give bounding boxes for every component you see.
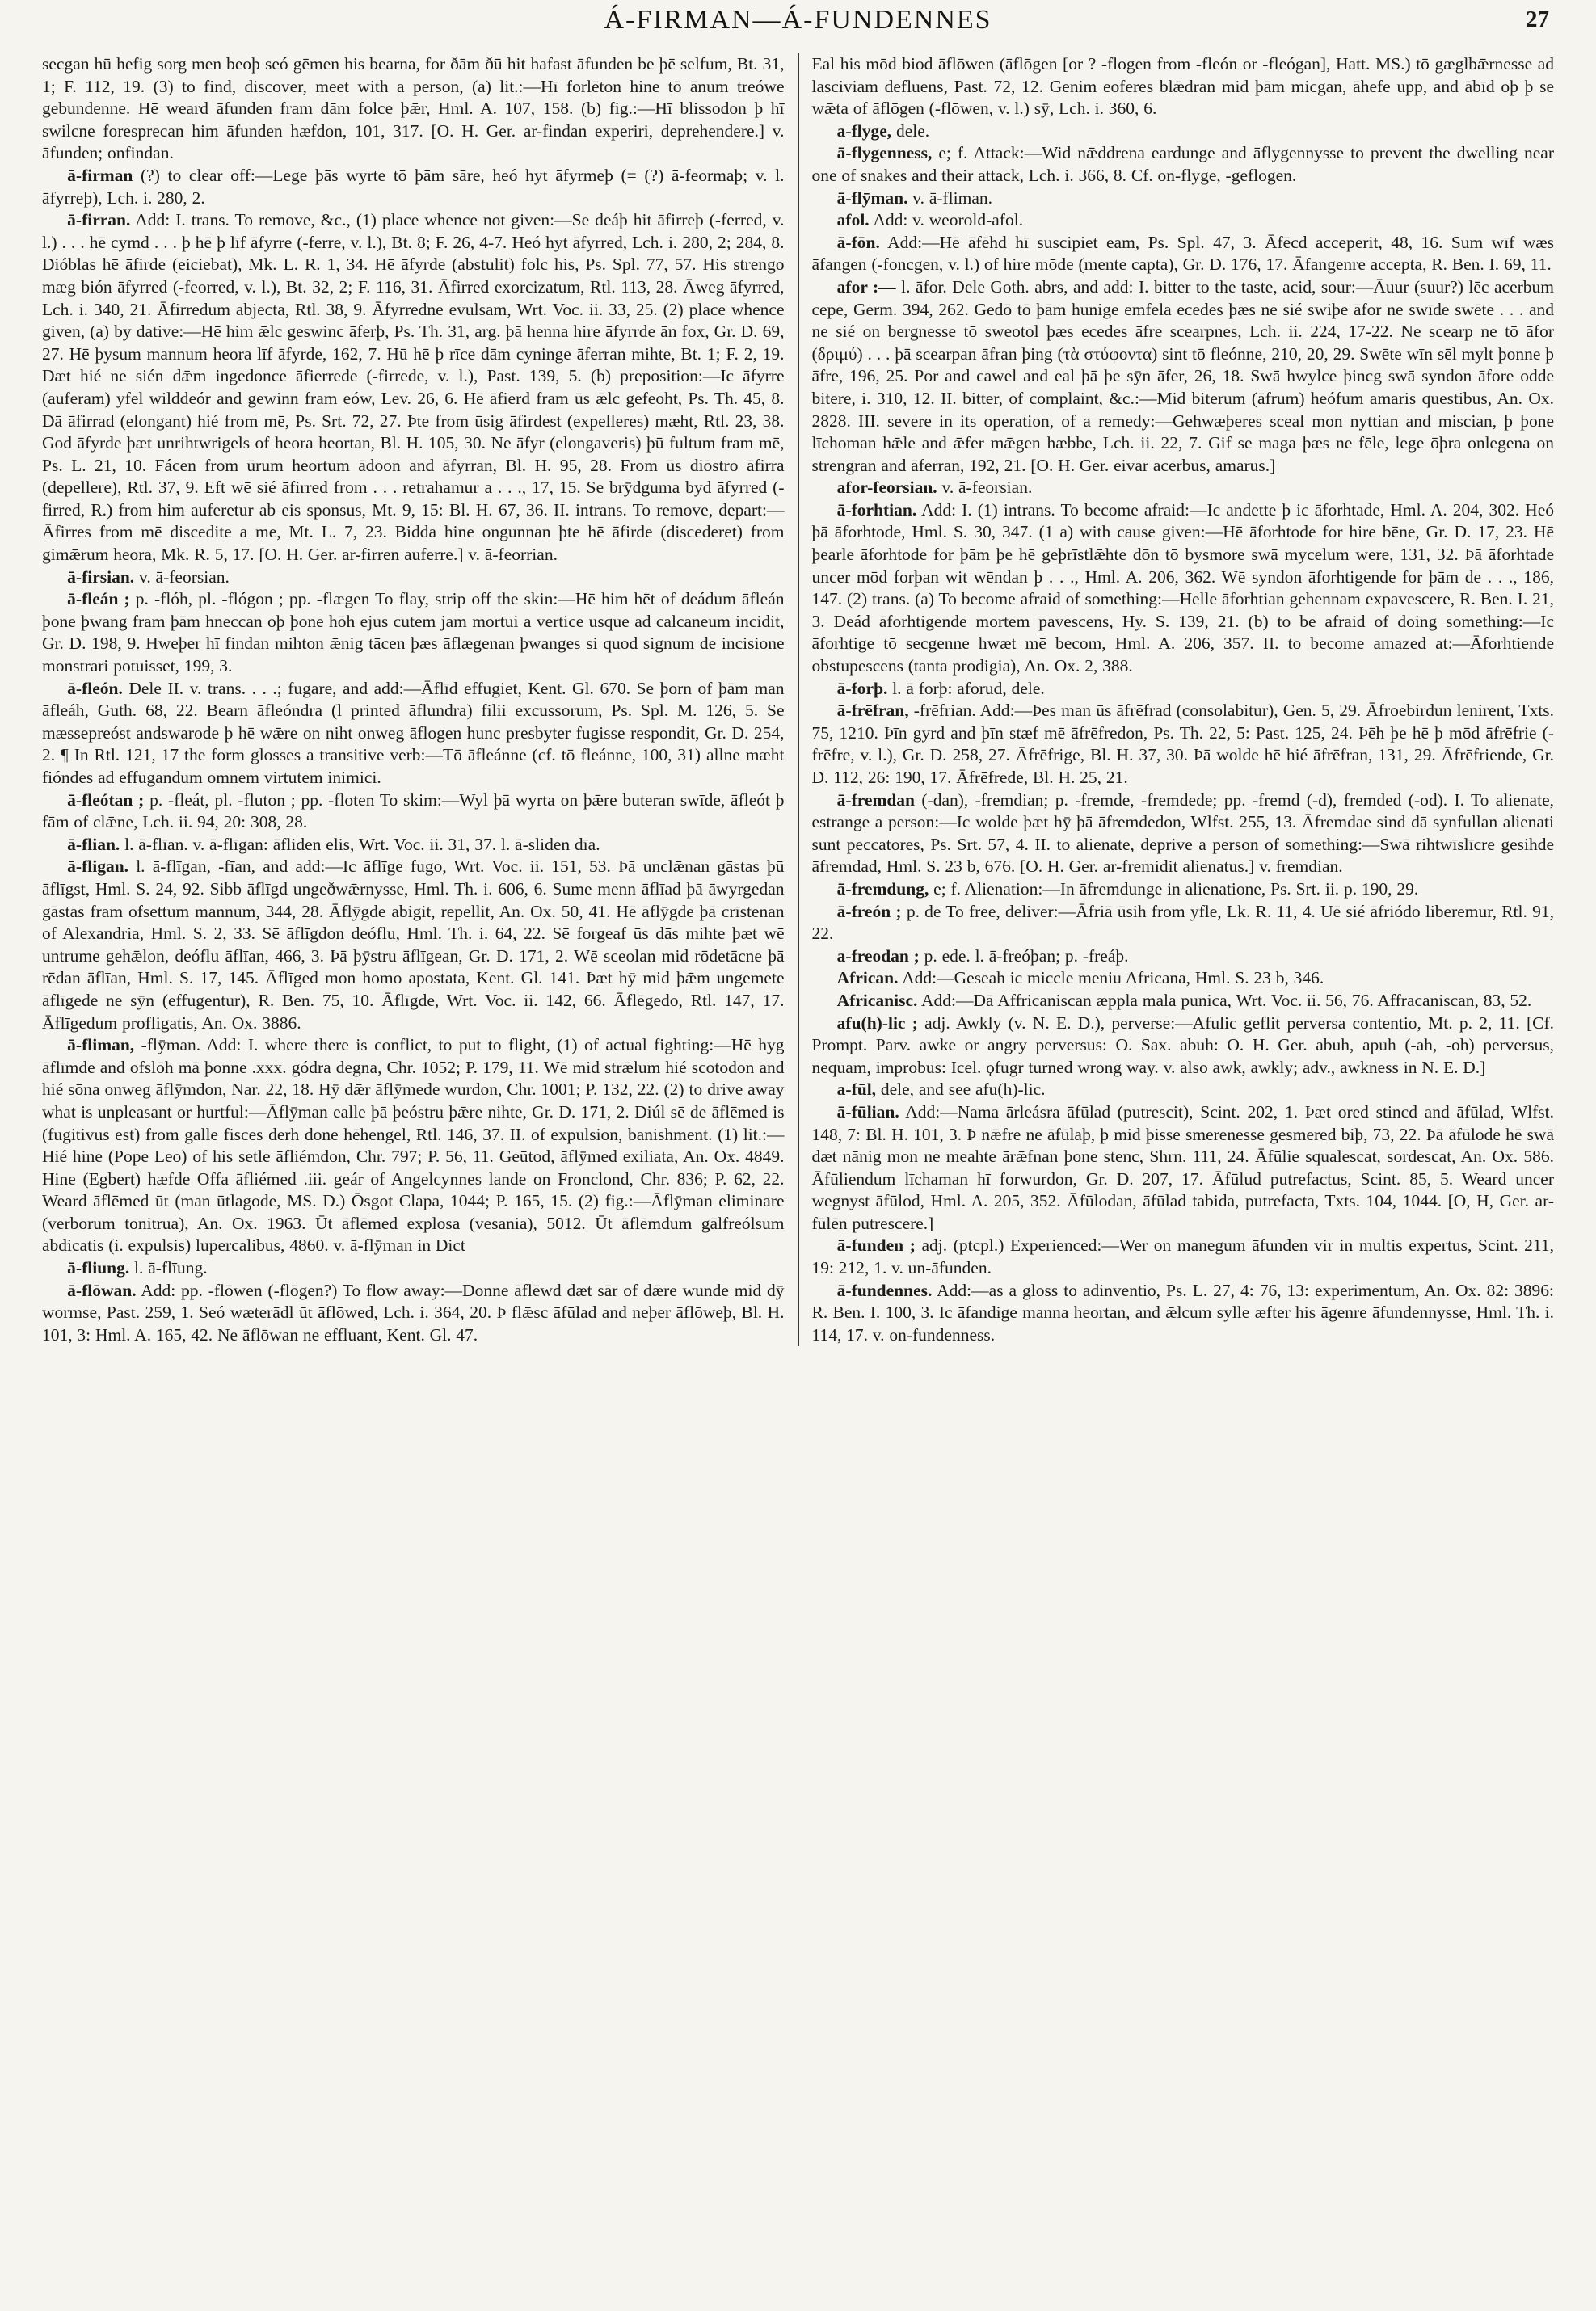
dictionary-entry xyxy=(812,187,1555,210)
entry-text: Add:—Dā Affricaniscan æppla mala punica, Wrt. Voc. ii. 56, 76. Affracaniscan, 83, 52. xyxy=(921,990,1532,1010)
entry-headword: ā-firran. xyxy=(67,210,131,230)
column-right xyxy=(799,53,1555,1346)
entry-text: Add:—as a gloss to adinventio, Ps. L. 27, 4: 76, 13: experimentum, An. Ox. 82: 3896: R. Ben. I. 100, 3. Ic āfandige manna heortan, and ǣlcum sylle æfter his āgenre āfundennysse, Hml. Th. i. 114, 17. v. on-fundenness. xyxy=(811,1280,1554,1345)
entry-headword: ā-forþ. xyxy=(836,678,888,698)
entry-text: (?) to clear off:—Lege þās wyrte tō þām sāre, heó hyt āfyrmeþ (= (?) ā-feormaþ; v. l. āfyrreþ), Lch. i. 280, 2. xyxy=(42,165,785,208)
page-header xyxy=(0,0,1596,50)
dictionary-entry xyxy=(812,700,1555,789)
dictionary-entry xyxy=(812,1235,1555,1279)
entry-headword: ā-flygenness, xyxy=(836,143,933,163)
dictionary-entry xyxy=(42,1280,785,1347)
entry-headword: ā-fleótan ; xyxy=(67,789,145,810)
entry-headword: ā-flȳman. xyxy=(836,187,908,208)
entry-headword: Africanisc. xyxy=(836,990,918,1010)
entry-headword: ā-fundennes. xyxy=(836,1280,933,1300)
entry-text: adj. (ptcpl.) Experienced:—Wer on manegum āfunden vir in multis expertus, Scint. 211, 19: 212, 1. v. un-āfunden. xyxy=(811,1235,1554,1278)
dictionary-entry xyxy=(42,834,785,857)
dictionary-entry xyxy=(42,588,785,677)
dictionary-entry xyxy=(812,945,1555,968)
entry-headword: afu(h)-lic ; xyxy=(836,1012,918,1033)
entry-headword: ā-firman xyxy=(67,165,133,185)
dictionary-entry xyxy=(42,1257,785,1280)
entry-text: dele, and see afu(h)-lic. xyxy=(880,1080,1046,1100)
dictionary-entry xyxy=(812,1280,1555,1347)
dictionary-entry xyxy=(42,678,785,789)
entry-text: Add:—Nama ārleásra āfūlad (putrescit), Scint. 202, 1. Þæt ored stincd and āfūlad, Wlfst. 148, 7: Bl. H. 101, 3. Þ nǣfre ne āfūlaþ, þ mid þisse smerenesse gesmered biþ, 73, 22. Þā āfūlode hē swā dæt nānig mon ne meahte ārǣfnan þone stenc, Shrn. 111, 24. Āfūlie squalescat, sordescat, An. Ox. 586. Āfūliendum līchaman hī forwurdon, Gr. D. 207, 17. Āfūlud putrefactus, Scint. 85, 5. Weard uncer wegnyst āfūlod, Hml. A. 205, 352. Āfūlodan, āfūlad tabida, putrefacta, Txts. 104, 1044. [O, H, Ger. ar-fūlēn putrescere.] xyxy=(811,1101,1554,1233)
dictionary-entry xyxy=(42,53,785,165)
entry-headword: ā-fligan. xyxy=(67,857,129,877)
dictionary-entry xyxy=(812,120,1555,143)
page-number: 27 xyxy=(1526,6,1549,32)
entry-text: l. ā forþ: aforud, dele. xyxy=(892,678,1045,698)
entry-text: p. ede. l. ā-freóþan; p. -freáþ. xyxy=(924,945,1129,966)
dictionary-entry xyxy=(812,1101,1555,1235)
entry-text: v. ā-feorsian. xyxy=(139,566,230,587)
entry-headword: ā-flōwan. xyxy=(67,1280,137,1300)
entry-text: p. de To free, deliver:—Āfriā ūsih from yfle, Lk. R. 11, 4. Uē sié āfriódo liberemur, Rtl. 91, 22. xyxy=(811,901,1554,944)
entry-text: Add: pp. -flōwen (-flōgen?) To flow away:—Donne āflēwd dæt sār of dǣre wunde mid dȳ wormse, Past. 259, 1. Seó wæterādl ūt āflōwed, Lch. i. 364, 20. Þ flǣsc āfūlad and neþer āflōweþ, Bl. H. 101, 3: Hml. A. 165, 42. Ne āflōwan ne effluant, Kent. Gl. 47. xyxy=(42,1280,785,1345)
entry-text: Eal his mōd biod āflōwen (āflōgen [or ? -flogen from -fleón or -fleógan], Hatt. MS.) tō gæglbǣrnesse ad lasciviam defluens, Past. 72, 12. Genim eoferes blǣdran mid þām micgan, āhefe upp, and ābīd oþ þ se wǣta of āflōgen (-flōwen, v. l.) sȳ, Lch. i. 360, 6. xyxy=(811,54,1554,119)
entry-headword: ā-freón ; xyxy=(836,901,902,921)
entry-text: dele. xyxy=(895,120,930,141)
dictionary-entry xyxy=(812,142,1555,187)
entry-headword: afol. xyxy=(836,210,870,230)
page-title: Á-FIRMAN—Á-FUNDENNES xyxy=(604,5,992,35)
entry-headword: ā-fliman, xyxy=(67,1035,135,1055)
entry-text: e; f. Alienation:—In āfremdunge in alienatione, Ps. Srt. ii. p. 190, 29. xyxy=(933,878,1419,899)
dictionary-entry xyxy=(812,789,1555,878)
entry-text: Add: I. trans. To remove, &c., (1) place whence not given:—Se deáþ hit āfirreþ (-ferred, v. l.) . . . hē cymd . . . þ hē þ līf āfyrre (-ferre, v. l.), Bt. 8; F. 26, 4-7. Heó hyt āfyrred, Lch. i. 280, 2; 284, 8. Dióblas hē āfirde (eiciebat), Mk. L. R. 1, 34. Hē āfyrde (abstulit) folc his, Ps. Spl. 77, 57. His strengo mæg bión āfyrred (-feorred, v. l.), Bt. 32, 2; F. 116, 31. Āfirred exorcizatum, Rtl. 113, 28. Āweg āfyrred, Lch. i. 340, 21. Āfirredum abjecta, Rtl. 38, 9. Āfyrredne evulsam, Wrt. Voc. ii. 33, 25. (2) place whence given, (a) by dative:—Hē him ǣlc geswinc āferþ, Ps. Th. 31, arg. þā henna hire āfyrrde ān fox, Gr. D. 69, 27. Hē þysum mannum heora līf āfyrde, 162, 7. Hū hē þ rīce dām cyninge āferran mihte, Bt. 1; F. 2, 19. Dæt hié ne sién dǣm ingedonce āfierrede (-firrede, v. l.), Past. 139, 5. (b) preposition:—Ic āfyrre (auferam) yfel wilddeór and gewinn fram eów, Lev. 26, 6. Hē āfierd fram ūs ǣlc gefeoht, Ps. Th. 45, 8. Dā āfirrad (elongant) hié from mē, Ps. Srt. 72, 27. Þte from ūsig āfirdest (expelleres) mæht, Rtl. 23, 38. God āfyrde þæt unrihtwrigels of heora heortan, Bl. H. 105, 30. Ne āfyr (elongaveris) þū fultum fram mē, Ps. L. 21, 10. Fácen from ūrum heortum ādoon and āfyrran, Bl. H. 95, 28. From ūs diōstro āfirra (depellere), Rtl. 37, 9. Eft wē sié āfirred from . . . retrahamur a . . ., 17, 15. Se brȳdguma byd āfyrred (-firred, R.) from him auferetur ab eis sponsus, Mt. 9, 15: Bl. H. 67, 36. II. intrans. To remove, depart:—Āfirres from mē discedite a me, Mt. L. 7, 23. Bidda hine ongunnan þte hē āfirde (discederet) from gimǣrum heora, Mk. R. 5, 17. [O. H. Ger. ar-firren auferre.] v. ā-feorrian. xyxy=(42,210,785,565)
dictionary-entry xyxy=(812,1012,1555,1080)
entry-text: -frēfrian. Add:—Þes man ūs āfrēfrad (consolabitur), Gen. 5, 29. Āfroebirdun lenirent, Txts. 75, 1210. Þīn gyrd and þīn stæf mē āfrēfredon, Ps. Th. 22, 5: Past. 125, 24. Þēh þe hē þ mōd āfrēfrie (-frēfre, v. l.), Gr. D. 258, 27. Āfrēfrige, Bl. H. 37, 30. Þā wolde hē hié āfrēfran, 131, 29. Āfrēfriende, Gr. D. 112, 26: 190, 17. Āfrēfrede, Bl. H. 25, 21. xyxy=(811,701,1554,787)
entry-text: v. ā-feorsian. xyxy=(941,478,1033,498)
dictionary-entry xyxy=(812,901,1555,945)
entry-text: l. āfor. Dele Goth. abrs, and add: I. bitter to the taste, acid, sour:—Āuur (suur?) lēc acerbum cepe, Germ. 394, 262. Gedō tō þām hunige emfela ecedes þæs ne sié swiþe āfor ne swīde swēte . . . and ne sié on bergnesse tō sweotol þæs ecedes āfre scearpnes, Lch. ii. 224, 17-22. Ne scearp ne tō āfor (δριμύ) . . . þā scearpan āfran þing (τὰ στύφοντα) sint tō fleónne, 210, 20, 29. Swēte wīn sēl mylt þonne þ āfre, 196, 25. Por and cawel and eal þā þe sȳn āfer, 26, 18. Swā hwylce þincg swā syndon āfore odde bitere, i. 310, 12. II. bitter, of complaint, &c.:—Mid biterum (āfrum) heófum amaris questibus, An. Ox. 2828. III. severe in its operation, of a remedy:—Gehwæþeres sceal mon nyttian and miscian, þ þone līchoman hǣle and ǣfer mǣgen hæbbe, Lch. ii. 22, 7. Gif se maga þæs ne fēle, lege ōþra onlegena on strengran and āferran, 192, 21. [O. H. Ger. eivar acerbus, amarus.] xyxy=(811,276,1554,475)
entry-headword: a-fūl, xyxy=(836,1080,877,1100)
dictionary-entry xyxy=(812,276,1555,477)
entry-headword: a-flyge, xyxy=(836,120,892,141)
entry-headword: ā-fleán ; xyxy=(67,589,130,609)
entry-headword: ā-flian. xyxy=(67,834,120,854)
entry-text: e; f. Attack:—Wid nǣddrena eardunge and āflygennysse to prevent the dwelling near one of snakes and their attack, Lch. i. 366, 8. Cf. on-flyge, -geflogen. xyxy=(811,143,1554,185)
entry-text: Dele II. v. trans. . . .; fugare, and add:—Āflīd effugiet, Kent. Gl. 670. Se þorn of þām man āfleáh, Guth. 68, 22. Bearn āfleóndra (l printed āflundra) filii excussorum, Ps. Spl. M. 126, 5. Se mæssepreóst andswarode þ hē wǣre on niht onweg āflogen hunc presbyter fugisse respondit, Gr. D. 254, 2. ¶ In Rtl. 121, 17 the form glosses a transitive verb:—Tō āfleánne (cf. tō fleánne, 100, 31) allne mæht fióndes ad effugandum omnem virtutem inimici. xyxy=(42,678,785,787)
entry-text: p. -flóh, pl. -flógon ; pp. -flægen To flay, strip off the skin:—Hē him hēt of deádum āfleán þone þwang fram þām hneccan oþ þone hōh ejus cutem jam mortui a vertice usque ad calcaneum incidit, Gr. D. 198, 9. Hweþer hī findan mihton ǣnig tācen þæs āflægenan þwanges si quod signum de incisione monstrari potuisset, 199, 3. xyxy=(42,589,785,676)
dictionary-entry xyxy=(812,1079,1555,1101)
dictionary-entry xyxy=(812,232,1555,276)
entry-text: p. -fleát, pl. -fluton ; pp. -floten To skim:—Wyl þā wyrta on þǣre buteran swīde, āfleót þ fām of clǣne, Lch. ii. 94, 20: 308, 28. xyxy=(42,789,785,832)
entry-headword: ā-fūlian. xyxy=(836,1101,899,1122)
dictionary-entry xyxy=(42,856,785,1034)
dictionary-entry xyxy=(812,990,1555,1012)
entry-headword: ā-fleón. xyxy=(67,678,123,698)
entry-headword: afor-feorsian. xyxy=(836,478,937,498)
dictionary-body xyxy=(0,50,1596,1346)
dictionary-entry xyxy=(42,1034,785,1257)
dictionary-entry xyxy=(42,789,785,834)
entry-headword: a-freodan ; xyxy=(836,945,920,966)
column-left xyxy=(42,53,798,1346)
dictionary-entry xyxy=(812,967,1555,990)
dictionary-entry xyxy=(812,209,1555,232)
entry-text: v. ā-fliman. xyxy=(912,187,993,208)
entry-text: adj. Awkly (v. N. E. D.), perverse:—Afulic geflit perversa contentio, Mt. p. 2, 11. [Cf. Prompt. Parv. awke or angry perversus: O. Sax. abuh: O. H. Ger. abuh, apuh (-ah, -oh) perversus, nequam, improbus: Icel. ǫfugr turned wrong way. v. also awk, awkly; adv., awkness in N. E. D.] xyxy=(811,1012,1554,1077)
entry-headword: afor :— xyxy=(836,276,896,297)
dictionary-entry xyxy=(812,878,1555,901)
entry-text: l. ā-flīan. v. ā-flīgan: āfliden elis, Wrt. Voc. ii. 31, 37. l. ā-sliden dīa. xyxy=(124,834,600,854)
entry-headword: ā-forhtian. xyxy=(836,499,917,520)
entry-headword: ā-fōn. xyxy=(836,232,880,252)
dictionary-entry xyxy=(812,678,1555,701)
dictionary-entry xyxy=(812,53,1555,120)
entry-headword: ā-fremdan xyxy=(836,789,916,810)
entry-text: Add: I. (1) intrans. To become afraid:—Ic andette þ ic āforhtade, Hml. A. 204, 302. Heó þā āforhtode, Hml. S. 30, 347. (1 a) with cause given:—Hē āforhtode for hire bēne, Gr. D. 17, 23. Hē þearle āforhtode for þām þe hē geþrīstlǣhte dōn tō bysmore swā mycelum were, 131, 32. Þā āforhtade uncer mōd forþan wit wēndan þ . . ., Hml. A. 206, 362. Wē syndon āforhtigende for þām de . . ., 186, 147. (2) trans. (a) To become afraid of something:—Helle āforhtian gehennam expavescere, R. Ben. I. 21, 3. Deád āforhtigende mortem pavescens, Hy. S. 139, 21. (b) to be afraid of doing something:—Ic āforhtige tō secgenne hwæt mē becom, Hml. A. 206, 357. II. to become amazed at:—Āforhtiende obstupescens (tanta prodigia), An. Ox. 2, 388. xyxy=(811,499,1554,676)
entry-text: l. ā-flīgan, -fīan, and add:—Ic āflīge fugo, Wrt. Voc. ii. 151, 53. Þā unclǣnan gāstas þū āflīgst, Hml. S. 24, 92. Sibb āflīgd ungeðwǣrnysse, Hml. Th. i. 606, 6. Sume menn āflīad þā āwyrgedan gāstas fram ofsettum mannum, 344, 28. Āflȳgde abigit, repellit, An. Ox. 50, 41. Hē āflȳgde þā crīstenan of Alexandria, Hml. S. 2, 33. Sē āflīgdon deóflu, Hml. Th. i. 64, 22. Sē forgeaf ūs dās mihte þæt wē untrume gehǣlon, deóflu āflīan, 466, 3. Þā þȳstru āflīgean, Gr. D. 171, 2. Wē sceolan mid rōdetācne þā rēdan āflīan, Hml. S. 17, 145. Āflīged mon homo apostata, Kent. Gl. 141. Þæt hȳ mid þǣm ungemete āflīgede ne sȳn (effugentur), R. Ben. 75, 10. Āflīgde, Wrt. Voc. ii. 142, 66. Āflēgedo, Rtl. 147, 17. Āflīgedum profligatis, An. Ox. 3886. xyxy=(42,857,785,1033)
entry-headword: ā-fliung. xyxy=(67,1258,130,1278)
dictionary-entry xyxy=(812,477,1555,499)
dictionary-entry xyxy=(42,165,785,209)
entry-headword: ā-fremdung, xyxy=(836,878,929,899)
entry-text: Add: v. weorold-afol. xyxy=(873,210,1024,230)
entry-text: -flȳman. Add: I. where there is conflict, to put to flight, (1) of actual fighting:—Hē hyg āflīmde and ofslōh mā þonne .xxx. gódra degna, Chr. 1052; P. 179, 11. Wē mid strǣlum hié scotodon and hié sōna onweg āflȳmdon, Nar. 22, 18. Hȳ dǣr āflȳmede wurdon, Chr. 1001; P. 132, 22. (2) to drive away what is unpleasant or hurtful:—Āflȳman ealle þā þeóstru þǣre nihte, Gr. D. 171, 2. Diúl sē de āflēmed is (fugitivus est) from galle fisces derh done hēhengel, Rtl. 146, 37. II. of expulsion, banishment. (1) lit.:—Hié hine (Pope Leo) of his setle āfliémdon, Chr. 797; P. 56, 11. Geūtod, āflȳmed exiliata, An. Ox. 4849. Hine (Egbert) hæfde Offa āfliémed .iii. geár of Angelcynnes lande on Fronclond, Chr. 836; P. 62, 22. Weard āflēmed ūt (man ūtlagode, MS. D.) Ōsgot Clapa, 1044; P. 165, 15. (2) fig.:—Āflȳman eliminare (verborum tonitrua), An. Ox. 1963. Ūt āflēmed explosa (vesania), 5012. Ūt āflēmdum gālfreólsum abdicatis (i. expulsis) lupercalibus, 4860. v. ā-flȳman in Dict xyxy=(42,1035,785,1256)
entry-text: l. ā-flīung. xyxy=(134,1258,208,1278)
entry-text: secgan hū hefig sorg men beoþ seó gēmen his bearna, for ðām ðū hit hafast āfunden be þē selfum, Bt. 31, 1; F. 112, 19. (3) to find, discover, meet with a person, (a) lit.:—Hī forlēton hine tō ānum treówe gebundenne. Hē weard āfunden fram dām folce þǣr, Hml. A. 107, 158. (b) fig.:—Hī blissodon þ hī swilcne foresprecan him āfunden hæfdon, 101, 317. [O. H. Ger. ar-findan experiri, deprehendere.] v. āfunden; onfindan. xyxy=(42,54,785,163)
entry-text: Add:—Hē āfēhd hī suscipiet eam, Ps. Spl. 47, 3. Āfēcd acceperit, 48, 16. Sum wīf wæs āfangen (-foncgen, v. l.) of hire mōde (mente capta), Gr. D. 176, 17. Āfangenre accepta, R. Ben. I. 69, 11. xyxy=(811,232,1554,275)
dictionary-entry xyxy=(42,566,785,589)
dictionary-entry xyxy=(42,209,785,566)
entry-headword: ā-funden ; xyxy=(836,1235,916,1256)
dictionary-entry xyxy=(812,499,1555,678)
entry-headword: African. xyxy=(836,968,899,988)
entry-headword: ā-frēfran, xyxy=(836,701,909,721)
entry-text: (-dan), -fremdian; p. -fremde, -fremdede; pp. -fremd (-d), fremded (-od). I. To alienate, estrange a person:—Ic wolde þæt hȳ þā āfremdedon, Wlfst. 255, 13. Āfremdae sind dā synfullan alienati sunt peccatores, Ps. Srt. 57, 4. II. to alienate, deprive a person of something:—Swā rihtwīslīcre gesihde āfremdad, Hml. S. 23 b, 676. [O. H. Ger. ar-fremidit alienatus.] v. fremdian. xyxy=(811,789,1554,877)
entry-text: Add:—Geseah ic miccle meniu Africana, Hml. S. 23 b, 346. xyxy=(902,968,1324,988)
entry-headword: ā-firsian. xyxy=(67,566,135,587)
